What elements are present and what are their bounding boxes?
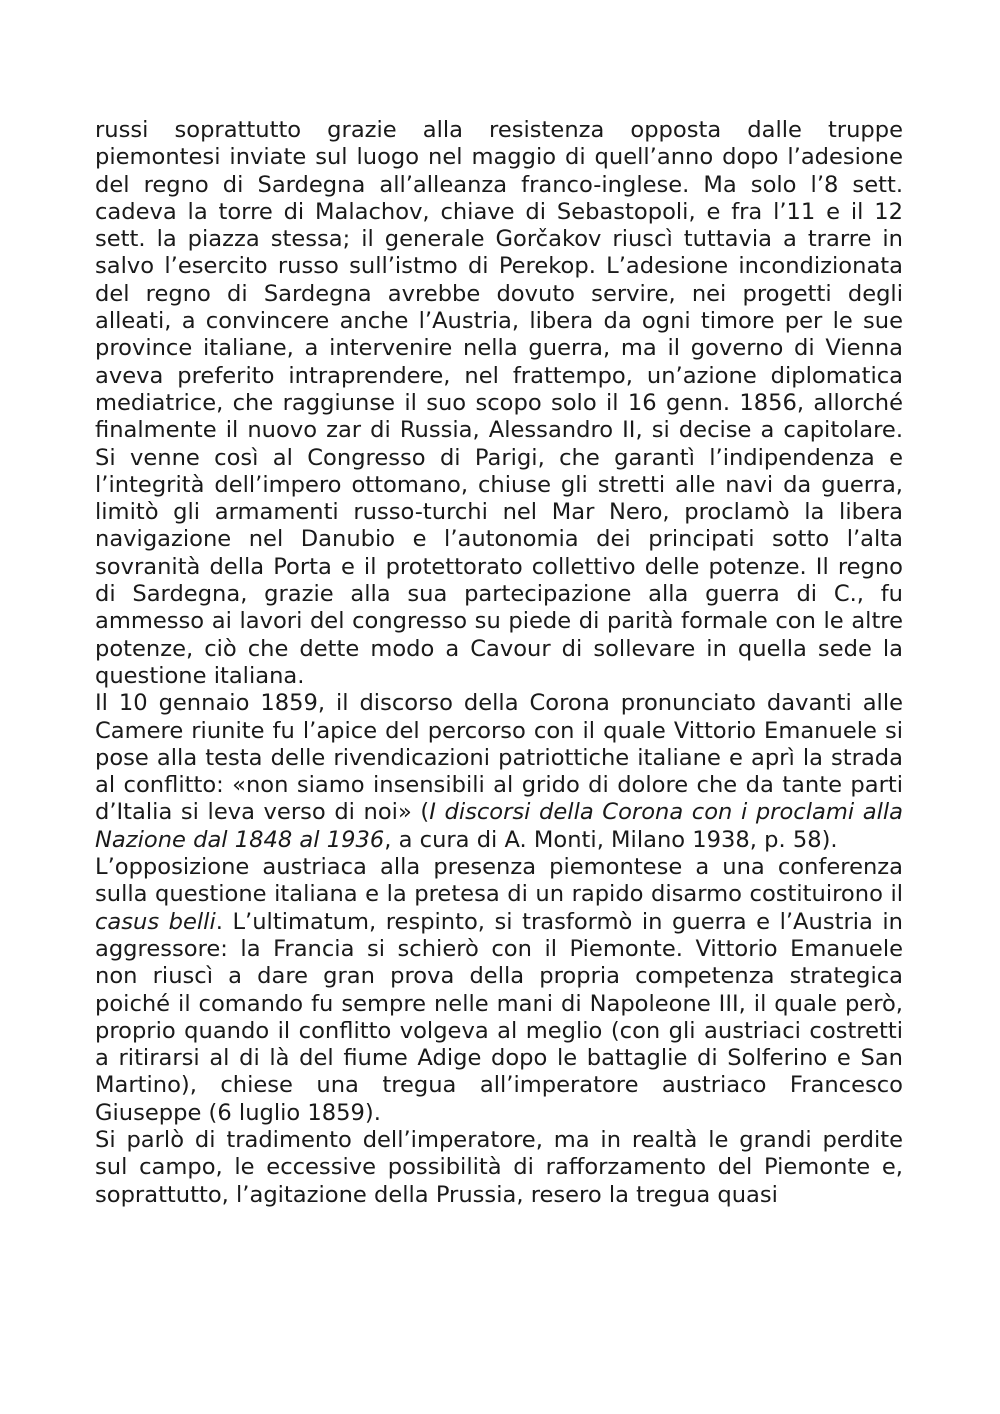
paragraph-text: . L’ultimatum, respinto, si trasformò in guerra e l’Austria in aggressore: la Francia si schierò con il Piemonte. Vittorio Emanuele non riuscì a dare gran prova della propria competenza strategica poiché il comando fu sempre nelle mani di Napoleone III, il quale però, proprio quando il conflitto volgeva al meglio (con gli austriaci costretti a ritirarsi al di là del fiume Adige dopo le battaglie di Solferino e San Martino), chiese una tregua all’imperatore austriaco Francesco Giuseppe (6 luglio 1859).	[95, 908, 903, 1126]
paragraph-crown-speech	[95, 690, 903, 854]
paragraph-betrayal: Si parlò di tradimento dell’imperatore, ma in realtà le grandi perdite sul campo, le eccessive possibilità di rafforzamento del Piemonte e, soprattutto, l’agitazione della Prussia, resero la tregua quasi	[95, 1126, 903, 1208]
paragraph-text: Il 10 gennaio 1859, il discorso della Corona pronunciato davanti alle Camere riunite fu l’apice del percorso con il quale Vittorio Emanuele si pose alla testa delle rivendicazioni patriottiche italiane e aprì la strada al conflitto: «non siamo insensibili al grido di dolore che da tante parti d’Italia si leva verso di noi» (	[95, 690, 903, 826]
paragraph-casus-belli	[95, 854, 903, 1127]
paragraph-crimean-war: russi soprattutto grazie alla resistenza opposta dalle truppe piemontesi inviate sul luogo nel maggio di quell’anno dopo l’adesione del regno di Sardegna all’alleanza franco-inglese. Ma solo l’8 sett. cadeva la torre di Malachov, chiave di Sebastopoli, e fra l’11 e il 12 sett. la piazza stessa; il generale Gorčakov riuscì tuttavia a trarre in salvo l’esercito russo sull’istmo di Perekop. L’adesione incondizionata del regno di Sardegna avrebbe dovuto servire, nei progetti degli alleati, a convincere anche l’Austria, libera da ogni timore per le sue province italiane, a intervenire nella guerra, ma il governo di Vienna aveva preferito intraprendere, nel frattempo, un’azione diplomatica mediatrice, che raggiunse il suo scopo solo il 16 genn. 1856, allorché finalmente il nuovo zar di Russia, Alessandro II, si decise a capitolare. Si venne così al Congresso di Parigi, che garantì l’indipendenza e l’integrità dell’impero ottomano, chiuse gli stretti alle navi da guerra, limitò gli armamenti russo-turchi nel Mar Nero, proclamò la libera navigazione nel Danubio e l’autonomia dei principati sotto l’alta sovranità della Porta e il protettorato collettivo delle potenze. Il regno di Sardegna, grazie alla sua partecipazione alla guerra di C., fu ammesso ai lavori del congresso su piede di parità formale con le altre potenze, ciò che dette modo a Cavour di sollevare in quella sede la questione italiana.	[95, 117, 903, 689]
paragraph-text: L’opposizione austriaca alla presenza piemontese a una conferenza sulla questione italiana e la pretesa di un rapido disarmo costituirono il	[95, 854, 903, 908]
book-title: I discorsi della Corona con i proclami alla Nazione dal 1848 al 1936	[95, 799, 903, 853]
latin-term: casus belli	[95, 908, 216, 935]
paragraph-text: , a cura di A. Monti, Milano 1938, p. 58).	[384, 826, 838, 853]
document-page	[95, 117, 903, 1209]
